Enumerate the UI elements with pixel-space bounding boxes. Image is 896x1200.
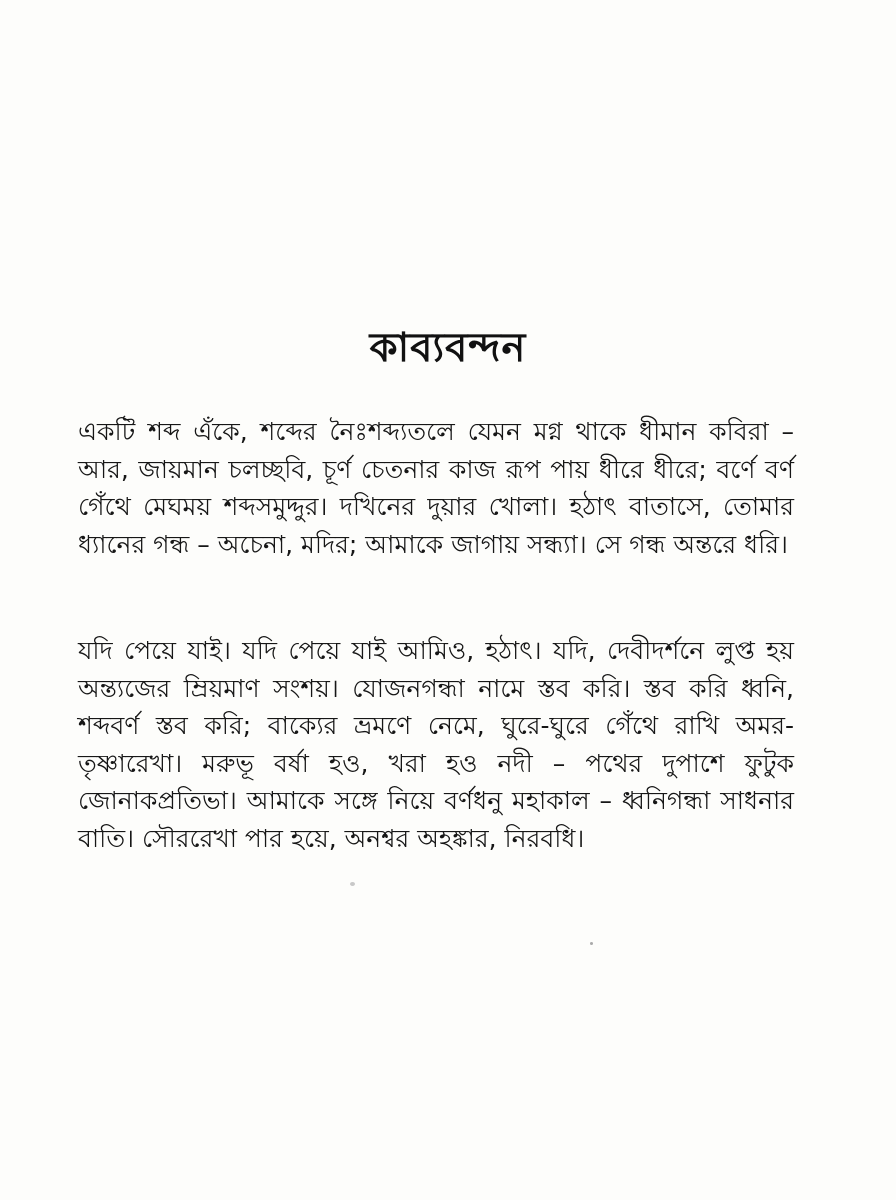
paragraph-2: যদি পেয়ে যাই। যদি পেয়ে যাই আমিও, হঠাৎ। যদি, দেবীদর্শনে লুপ্ত হয় অন্ত্যজের ম্রিয়মাণ সংশয়। যোজনগন্ধা নামে স্তব করি। স্তব করি ধ্বনি, শব্দবর্ণ স্তব করি; বাক্যের ভ্রমণে নেমে, ঘুরে-ঘুরে গেঁথে রাখি অমর-তৃষ্ণারেখা। মরুভূ বর্ষা হও, খরা হও নদী – পথের দুপাশে ফুটুক জোনাকপ্রতিভা। আমাকে সঙ্গে নিয়ে বর্ণধনু মহাকাল – ধ্বনিগন্ধা সাধনার বাতি। সৌররেখা পার হয়ে, অনশ্বর অহঙ্কার, নিরবধি। xyxy=(78,636,794,853)
paragraph-1: একটি শব্দ এঁকে, শব্দের নৈঃশব্দ্যতলে যেমন মগ্ন থাকে ধীমান কবিরা – আর, জায়মান চলচ্ছবি, চূর্ণ চেতনার কাজ রূপ পায় ধীরে ধীরে; বর্ণে বর্ণ গেঁথে মেঘময় শব্দসমুদ্দুর। দখিনের দুয়ার খোলা। হঠাৎ বাতাসে, তোমার ধ্যানের গন্ধ – অচেনা, মদির; আমাকে জাগায় সন্ধ্যা। সে গন্ধ অন্তরে ধরি। xyxy=(78,417,794,559)
page-title: কাব্যবন্দন xyxy=(369,325,527,371)
paper-speck xyxy=(590,942,593,945)
paper-speck xyxy=(350,882,355,886)
